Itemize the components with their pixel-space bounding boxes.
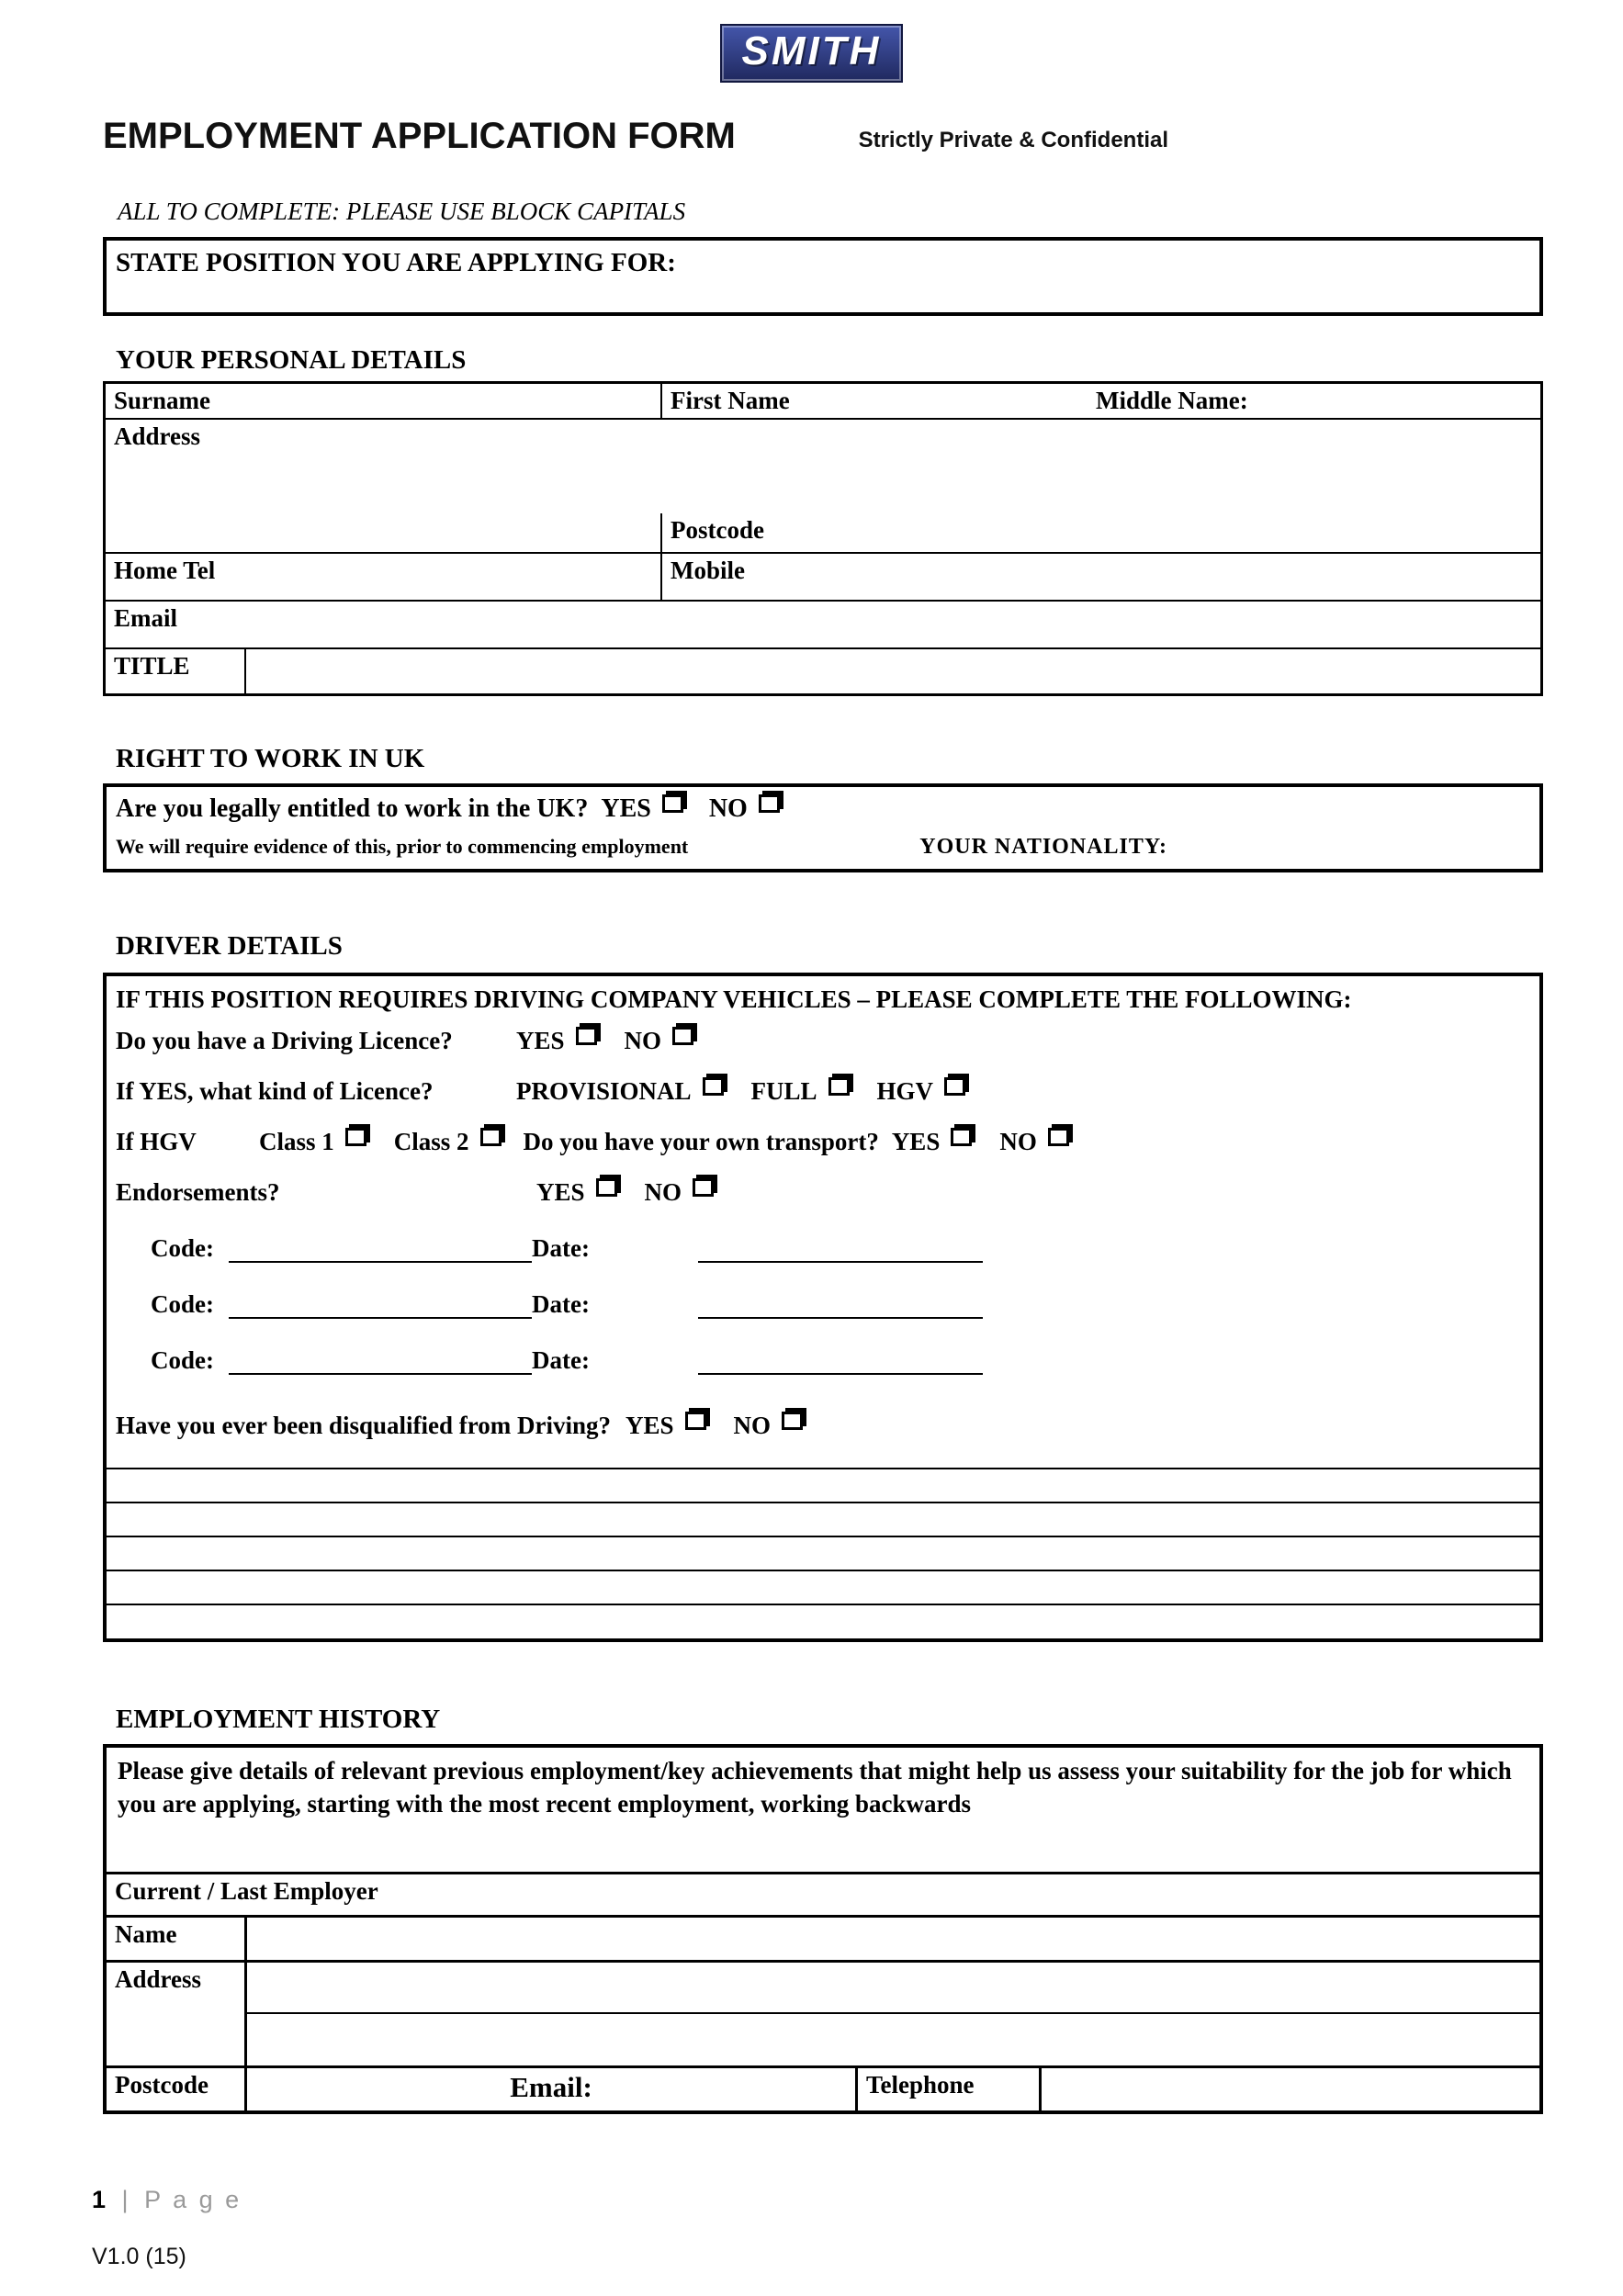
- employer-address-label-cell: [107, 1963, 247, 2065]
- class2-checkbox[interactable]: [480, 1128, 502, 1146]
- endorsements-yes-checkbox[interactable]: [596, 1178, 617, 1197]
- employment-history-box: [103, 1744, 1543, 2114]
- current-employer-field[interactable]: [107, 1874, 1539, 1915]
- employer-name-field[interactable]: [247, 1918, 1539, 1960]
- licence-no-label: NO: [624, 1027, 662, 1054]
- endorsements-question: Endorsements?: [116, 1178, 280, 1206]
- employer-name-label: Name: [115, 1920, 177, 1949]
- code-row-3: [107, 1346, 1539, 1375]
- current-employer-row: [107, 1872, 1539, 1915]
- disqualified-no-label: NO: [733, 1412, 772, 1439]
- position-applying-label: STATE POSITION YOU ARE APPLYING FOR:: [116, 248, 676, 277]
- current-employer-label: Current / Last Employer: [115, 1877, 378, 1906]
- full-label: FULL: [750, 1077, 817, 1105]
- employer-contact-row: [107, 2065, 1539, 2110]
- employer-telephone-field[interactable]: [1042, 2068, 1539, 2110]
- postcode-row: [106, 513, 1540, 554]
- date-input-line-1[interactable]: [698, 1235, 983, 1263]
- transport-no-label: NO: [999, 1128, 1037, 1155]
- driver-details-heading: DRIVER DETAILS: [116, 931, 343, 961]
- employer-name-label-cell: [107, 1918, 247, 1960]
- transport-yes-label: YES: [891, 1128, 941, 1155]
- title-field-label-cell: [106, 649, 246, 693]
- smith-logo: [720, 24, 904, 83]
- endorsements-no-checkbox[interactable]: [693, 1178, 714, 1197]
- first-name-field[interactable]: [662, 384, 1540, 418]
- disqualified-yes-checkbox[interactable]: [685, 1412, 706, 1430]
- employer-postcode-label: Postcode: [115, 2071, 209, 2099]
- employer-telephone-cell: [858, 2068, 1042, 2110]
- endorsements-row: [107, 1178, 1539, 1207]
- logo-bar: [0, 0, 1623, 83]
- home-tel-field[interactable]: [106, 554, 662, 600]
- employer-email-label: Email:: [510, 2071, 592, 2104]
- rtw-yes-checkbox[interactable]: [662, 794, 683, 813]
- class2-label: Class 2: [393, 1128, 469, 1155]
- employer-address-row: [107, 1960, 1539, 2065]
- smith-logo-text: SMITH: [741, 28, 882, 73]
- code-input-line-2[interactable]: [229, 1291, 532, 1319]
- page-footer: [0, 2186, 1623, 2214]
- personal-details-heading: YOUR PERSONAL DETAILS: [116, 345, 467, 375]
- endorsements-no-label: NO: [644, 1178, 682, 1206]
- transport-yes-checkbox[interactable]: [951, 1128, 972, 1146]
- date-label-1: Date:: [532, 1234, 590, 1262]
- driver-notes-line-4[interactable]: [107, 1570, 1539, 1604]
- code-row-1: [107, 1234, 1539, 1263]
- page-separator: |: [121, 2186, 129, 2214]
- title-row-table: [106, 649, 1540, 693]
- postcode-field[interactable]: [662, 513, 1540, 552]
- nationality-field[interactable]: YOUR NATIONALITY:: [919, 835, 1167, 859]
- hgv-label: HGV: [876, 1077, 934, 1105]
- email-label: Email: [114, 604, 178, 632]
- if-hgv-label: If HGV: [116, 1128, 197, 1155]
- email-row: [106, 602, 1540, 649]
- class1-checkbox[interactable]: [345, 1128, 366, 1146]
- employer-name-row: [107, 1915, 1539, 1960]
- driving-licence-question: Do you have a Driving Licence?: [116, 1027, 453, 1054]
- title-field[interactable]: [246, 649, 1540, 693]
- right-to-work-question: Are you legally entitled to work in the UK?: [116, 794, 589, 823]
- page-number: 1: [92, 2186, 107, 2214]
- position-applying-box[interactable]: [103, 237, 1543, 316]
- licence-yes-checkbox[interactable]: [576, 1027, 597, 1045]
- title-label: TITLE: [114, 652, 190, 680]
- code-label-1: Code:: [151, 1234, 214, 1262]
- employer-telephone-label: Telephone: [866, 2071, 975, 2099]
- date-input-line-2[interactable]: [698, 1291, 983, 1319]
- postcode-label: Postcode: [671, 516, 764, 544]
- confidential-label: Strictly Private & Confidential: [858, 128, 1168, 152]
- licence-kind-question: If YES, what kind of Licence?: [116, 1077, 434, 1105]
- employer-address-field: [247, 1963, 1539, 2065]
- driver-notes-line-2[interactable]: [107, 1502, 1539, 1536]
- code-label-2: Code:: [151, 1290, 214, 1318]
- disqualified-question: Have you ever been disqualified from Driving?: [116, 1412, 611, 1439]
- personal-details-table: [103, 381, 1543, 696]
- driver-details-box: [103, 973, 1543, 1642]
- right-to-work-heading: RIGHT TO WORK IN UK: [116, 744, 425, 773]
- own-transport-question: Do you have your own transport?: [523, 1128, 879, 1155]
- rtw-yes-label: YES: [601, 794, 651, 823]
- block-capitals-instruction: ALL TO COMPLETE: PLEASE USE BLOCK CAPITALS: [118, 197, 686, 225]
- class1-label: Class 1: [259, 1128, 334, 1155]
- disqualified-yes-label: YES: [626, 1412, 674, 1439]
- driving-licence-row: [107, 1027, 1539, 1055]
- date-input-line-3[interactable]: [698, 1347, 983, 1375]
- full-checkbox[interactable]: [828, 1077, 850, 1096]
- employer-postcode-cell[interactable]: [107, 2068, 247, 2110]
- code-input-line-1[interactable]: [229, 1235, 532, 1263]
- surname-label: Surname: [114, 387, 211, 414]
- endorsements-yes-label: YES: [536, 1178, 585, 1206]
- home-tel-label: Home Tel: [114, 557, 216, 584]
- address-field[interactable]: [106, 420, 1540, 513]
- licence-kind-row: [107, 1077, 1539, 1106]
- address-field-continued[interactable]: [106, 513, 662, 552]
- page-title: EMPLOYMENT APPLICATION FORM: [103, 116, 736, 156]
- surname-field[interactable]: [106, 384, 662, 418]
- right-to-work-question-row: [116, 794, 1530, 824]
- name-row: [106, 384, 1540, 420]
- employer-address-line-1[interactable]: [247, 1963, 1539, 2014]
- licence-yes-label: YES: [516, 1027, 565, 1054]
- address-row: [106, 420, 1540, 513]
- right-to-work-box: [103, 783, 1543, 872]
- phone-row: [106, 554, 1540, 602]
- rtw-no-label: NO: [708, 794, 748, 823]
- hgv-checkbox[interactable]: [944, 1077, 965, 1096]
- address-label: Address: [114, 422, 201, 450]
- first-name-label: First Name: [671, 387, 790, 414]
- date-label-3: Date:: [532, 1346, 590, 1374]
- driver-notes-line-3[interactable]: [107, 1536, 1539, 1570]
- version-label: V1.0 (15): [92, 2244, 186, 2270]
- hgv-class-row: [107, 1128, 1539, 1156]
- employer-address-line-2[interactable]: [247, 2014, 1539, 2065]
- date-label-2: Date:: [532, 1290, 590, 1318]
- title-row: [103, 116, 1543, 157]
- licence-no-checkbox[interactable]: [672, 1027, 693, 1045]
- employment-history-intro: Please give details of relevant previous employment/key achievements that might help us assess your suitability for the job for which you are applying, starting with the most recent employment, working backwards: [118, 1757, 1512, 1818]
- email-field[interactable]: [106, 602, 1540, 647]
- provisional-checkbox[interactable]: [703, 1077, 724, 1096]
- code-label-3: Code:: [151, 1346, 214, 1374]
- mobile-label: Mobile: [671, 557, 745, 584]
- page-word: P a g e: [144, 2186, 242, 2214]
- driver-notes-line-5[interactable]: [107, 1604, 1539, 1638]
- form-content: [103, 116, 1543, 2114]
- driver-notes-line-1[interactable]: [107, 1468, 1539, 1502]
- mobile-field[interactable]: [662, 554, 1540, 600]
- right-to-work-evidence-row: [116, 835, 1530, 860]
- transport-no-checkbox[interactable]: [1048, 1128, 1069, 1146]
- code-input-line-3[interactable]: [229, 1347, 532, 1375]
- employer-address-label: Address: [115, 1965, 202, 1994]
- provisional-label: PROVISIONAL: [516, 1077, 692, 1105]
- code-row-2: [107, 1290, 1539, 1319]
- disqualified-row: [107, 1412, 1539, 1440]
- rtw-no-checkbox[interactable]: [759, 794, 780, 813]
- driver-intro: IF THIS POSITION REQUIRES DRIVING COMPANY VEHICLES – PLEASE COMPLETE THE FOLLOWING:: [116, 985, 1352, 1013]
- employer-email-field[interactable]: [247, 2068, 858, 2110]
- middle-name-label: Middle Name:: [1096, 387, 1248, 414]
- employment-history-heading: EMPLOYMENT HISTORY: [116, 1705, 441, 1734]
- evidence-note: We will require evidence of this, prior to commencing employment: [116, 835, 689, 858]
- disqualified-no-checkbox[interactable]: [782, 1412, 803, 1430]
- employment-history-free-area[interactable]: [107, 1828, 1539, 1872]
